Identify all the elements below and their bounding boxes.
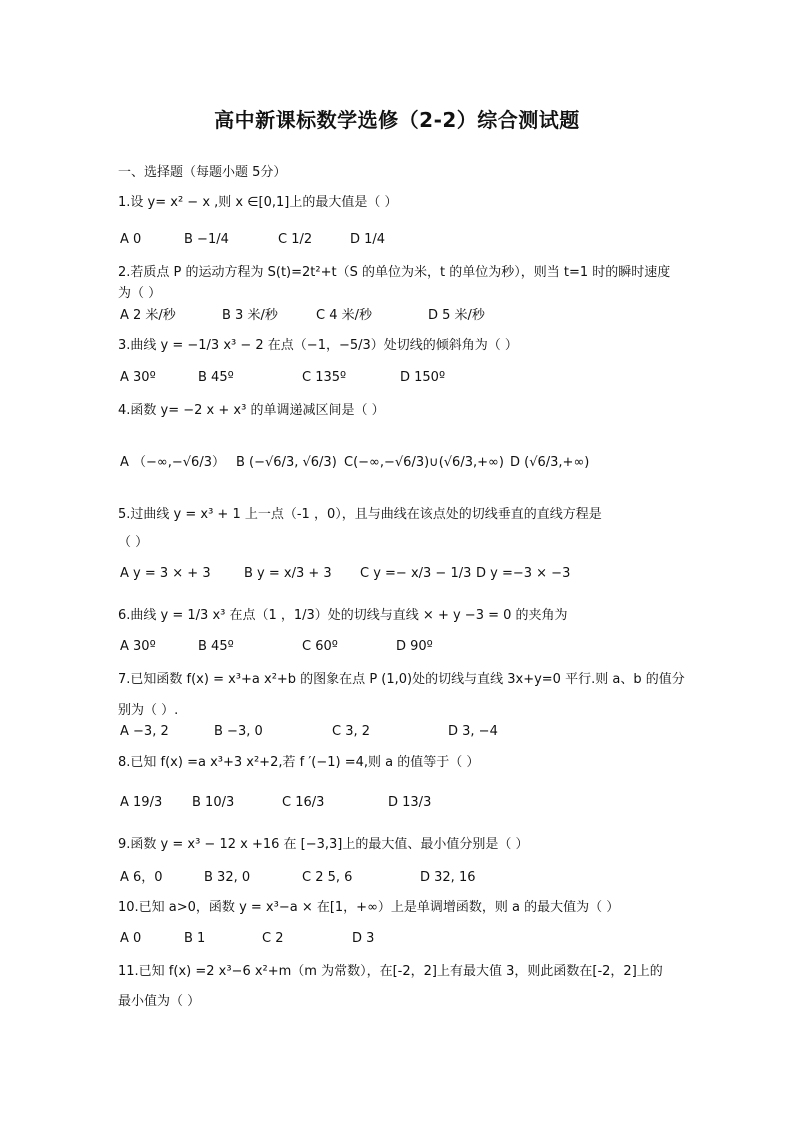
q9-option-c: C 2 5, 6 xyxy=(302,870,353,885)
q5-option-a: A y = 3 × + 3 xyxy=(120,566,211,581)
q10-option-c: C 2 xyxy=(262,931,284,946)
q3-option-a: A 30º xyxy=(120,370,156,385)
question-11-stem-line-2: 最小值为（ ） xyxy=(118,994,201,1009)
q2-option-b: B 3 米/秒 xyxy=(222,308,278,323)
question-11-stem-line-1: 11.已知 f(x) =2 x³−6 x²+m（m 为常数），在[-2，2]上有最大值 3，则此函数在[-2，2]上的 xyxy=(118,964,663,979)
q2-option-c: C 4 米/秒 xyxy=(316,308,372,323)
q7-option-c: C 3, 2 xyxy=(332,724,371,739)
question-6-stem: 6.曲线 y = 1/3 x³ 在点（1 ，1/3）处的切线与直线 × + y −3 = 0 的夹角为 xyxy=(118,608,568,623)
q7-option-d: D 3, −4 xyxy=(448,724,498,739)
q10-option-b: B 1 xyxy=(184,931,206,946)
question-1-stem: 1.设 y= x² − x ,则 x ∈[0,1]上的最大值是（ ） xyxy=(118,195,398,210)
question-4-stem: 4.函数 y= −2 x + x³ 的单调递减区间是（ ） xyxy=(118,403,385,418)
question-5-stem-line-2: （ ） xyxy=(118,535,149,550)
q6-option-a: A 30º xyxy=(120,639,156,654)
question-8-stem: 8.已知 f(x) =a x³+3 x²+2,若 f ′(−1) =4,则 a 的值等于（ ） xyxy=(118,755,480,770)
question-7-stem-line-2: 别为（ ）. xyxy=(118,703,179,718)
q1-option-a: A 0 xyxy=(120,232,142,247)
q5-option-d: D y =−3 × −3 xyxy=(476,566,571,581)
q3-option-b: B 45º xyxy=(198,370,234,385)
q2-option-a: A 2 米/秒 xyxy=(120,308,176,323)
page-title: 高中新课标数学选修（2-2）综合测试题 xyxy=(214,108,580,132)
q9-option-d: D 32, 16 xyxy=(420,870,476,885)
q8-option-b: B 10/3 xyxy=(192,795,235,810)
question-5-stem-line-1: 5.过曲线 y = x³ + 1 上一点（-1 ，0），且与曲线在该点处的切线垂直的直线方程是 xyxy=(118,507,602,522)
question-2-stem-line-2: 为（ ） xyxy=(118,286,162,301)
q6-option-b: B 45º xyxy=(198,639,234,654)
q1-option-b: B −1/4 xyxy=(184,232,229,247)
q8-option-a: A 19/3 xyxy=(120,795,163,810)
q5-option-b: B y = x/3 + 3 xyxy=(244,566,332,581)
q4-option-d: D (√6/3,+∞) xyxy=(510,455,590,470)
q1-option-d: D 1/4 xyxy=(350,232,386,247)
q4-option-c: C(−∞,−√6/3)∪(√6/3,+∞) xyxy=(344,455,504,470)
q6-option-d: D 90º xyxy=(396,639,433,654)
q3-option-d: D 150º xyxy=(400,370,446,385)
question-10-stem: 10.已知 a>0，函数 y = x³−a × 在[1，+∞）上是单调增函数，则 a 的最大值为（ ） xyxy=(118,900,620,915)
q1-option-c: C 1/2 xyxy=(278,232,313,247)
q8-option-c: C 16/3 xyxy=(282,795,325,810)
section-heading: 一、选择题（每题小题 5分） xyxy=(118,165,287,180)
question-7-stem-line-1: 7.已知函数 f(x) = x³+a x²+b 的图象在点 P (1,0)处的切线与直线 3x+y=0 平行.则 a、b 的值分 xyxy=(118,672,685,687)
question-9-stem: 9.函数 y = x³ − 12 x +16 在 [−3,3]上的最大值、最小值分别是（ ） xyxy=(118,837,529,852)
q5-option-c: C y =− x/3 − 1/3 xyxy=(360,566,472,581)
question-3-stem: 3.曲线 y = −1/3 x³ − 2 在点（−1，−5/3）处切线的倾斜角为（ ） xyxy=(118,338,518,353)
q9-option-a: A 6，0 xyxy=(120,870,163,885)
q10-option-a: A 0 xyxy=(120,931,142,946)
q7-option-b: B −3, 0 xyxy=(214,724,263,739)
q4-option-a: A （−∞,−√6/3） xyxy=(120,455,225,470)
q2-option-d: D 5 米/秒 xyxy=(428,308,485,323)
q4-option-b: B (−√6/3, √6/3) xyxy=(236,455,337,470)
q6-option-c: C 60º xyxy=(302,639,338,654)
q8-option-d: D 13/3 xyxy=(388,795,432,810)
q7-option-a: A −3, 2 xyxy=(120,724,169,739)
q10-option-d: D 3 xyxy=(352,931,375,946)
q9-option-b: B 32, 0 xyxy=(204,870,251,885)
question-2-stem-line-1: 2.若质点 P 的运动方程为 S(t)=2t²+t（S 的单位为米，t 的单位为秒），则当 t=1 时的瞬时速度 xyxy=(118,265,671,280)
q3-option-c: C 135º xyxy=(302,370,347,385)
